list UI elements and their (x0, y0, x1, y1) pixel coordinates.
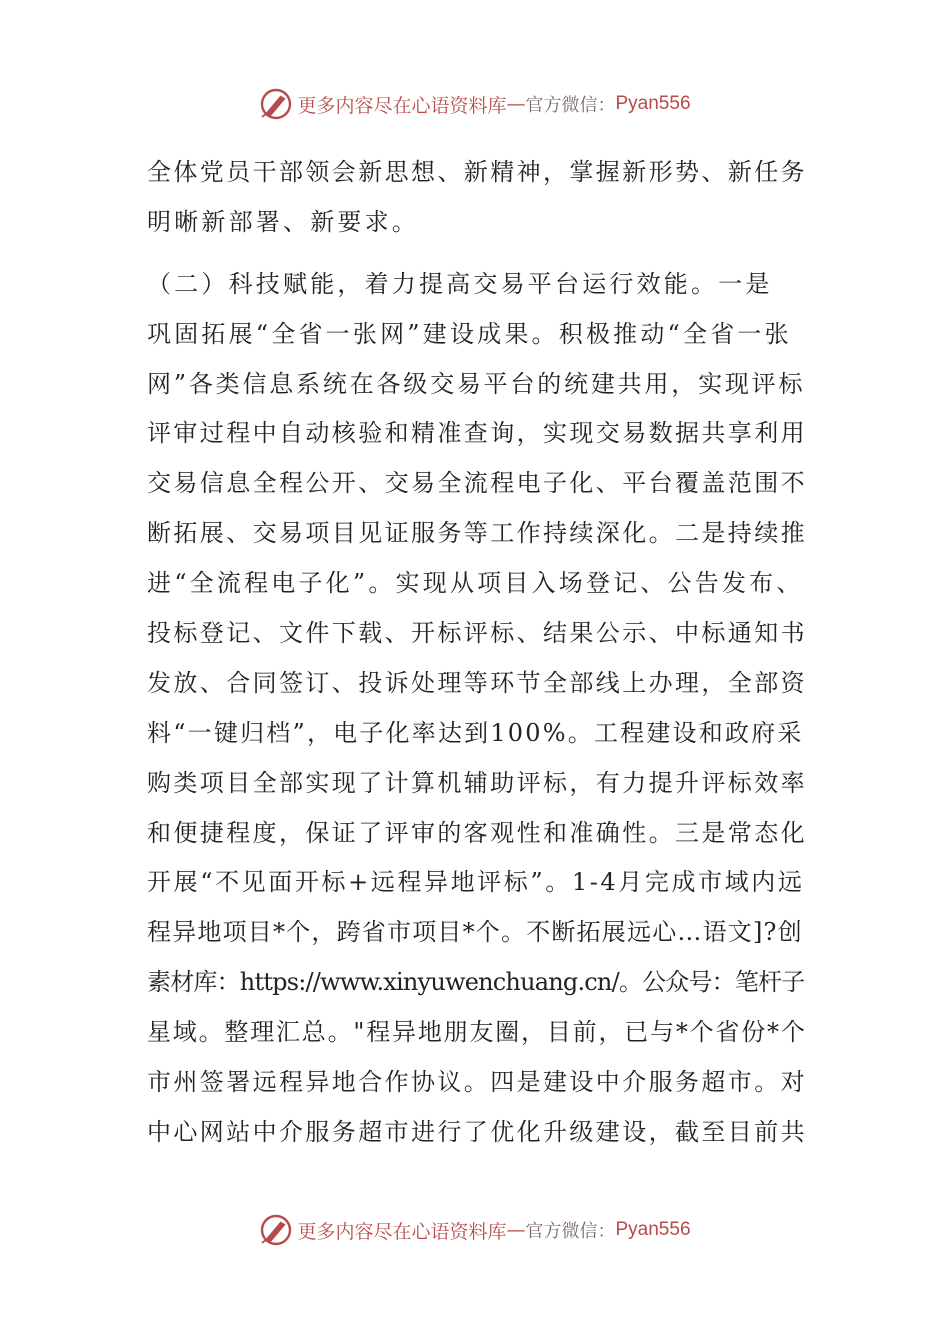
text-line: （二）科技赋能，着力提高交易平台运行效能。一是 (147, 269, 773, 298)
text-line: 断拓展、交易项目见证服务等工作持续深化。二是持续推 (147, 519, 807, 548)
banner-wechat-label: 官方微信： (525, 95, 616, 116)
paragraph-gap (147, 248, 807, 260)
text-line: 素材库：https://www.xinyuwenchuang.cn/。公众号：笔杆子 (147, 968, 805, 997)
banner-dash: — (506, 93, 526, 115)
text-line: 发放、合同签订、投诉处理等环节全部线上办理，全部资 (147, 668, 807, 697)
text-line: 网”各类信息系统在各级交易平台的统建共用，实现评标 (147, 369, 806, 398)
banner-wechat-id: Pyan556 (615, 93, 691, 114)
text-line: 市州签署远程异地合作协议。四是建设中介服务超市。对 (147, 1068, 807, 1097)
text-line: 星域。整理汇总。"程异地朋友圈，目前，已与*个省份*个 (147, 1018, 807, 1047)
pen-logo-icon (259, 1213, 293, 1247)
banner-wechat-id: Pyan556 (615, 1219, 691, 1240)
text-line: 料“一键归档”，电子化率达到100%。工程建设和政府采 (147, 718, 804, 747)
text-line: 和便捷程度，保证了评审的客观性和准确性。三是常态化 (147, 818, 807, 847)
text-line: 中心网站中介服务超市进行了优化升级建设，截至目前共 (147, 1117, 807, 1146)
text-line: 全体党员干部领会新思想、新精神，掌握新形势、新任务 (147, 158, 807, 186)
banner-dash: — (506, 1219, 526, 1241)
pen-logo-icon (259, 87, 293, 121)
text-line: 巩固拓展“全省一张网”建设成果。积极推动“全省一张 (147, 319, 792, 348)
document-body (147, 148, 807, 1158)
text-line: 明晰新部署、新要求。 (147, 207, 419, 236)
text-line: 进“全流程电子化”。实现从项目入场登记、公告发布、 (147, 569, 804, 598)
text-line: 投标登记、文件下载、开标评标、结果公示、中标通知书 (147, 619, 807, 648)
banner-title: 更多内容尽在心语资料库 (297, 94, 507, 117)
banner-wechat-label: 官方微信： (525, 1221, 616, 1242)
footer-banner (0, 1210, 950, 1250)
text-line: 程异地项目*个，跨省市项目*个。不断拓展远心…语文]?创 (147, 918, 803, 947)
text-line: 开展“不见面开标+远程异地评标”。1-4月完成市域内远 (147, 868, 805, 897)
text-line: 评审过程中自动核验和精准查询，实现交易数据共享利用 (147, 419, 807, 448)
header-banner (0, 84, 950, 124)
banner-title: 更多内容尽在心语资料库 (297, 1220, 507, 1243)
text-line: 购类项目全部实现了计算机辅助评标，有力提升评标效率 (147, 768, 807, 797)
text-line: 交易信息全程公开、交易全流程电子化、平台覆盖范围不 (147, 469, 807, 498)
